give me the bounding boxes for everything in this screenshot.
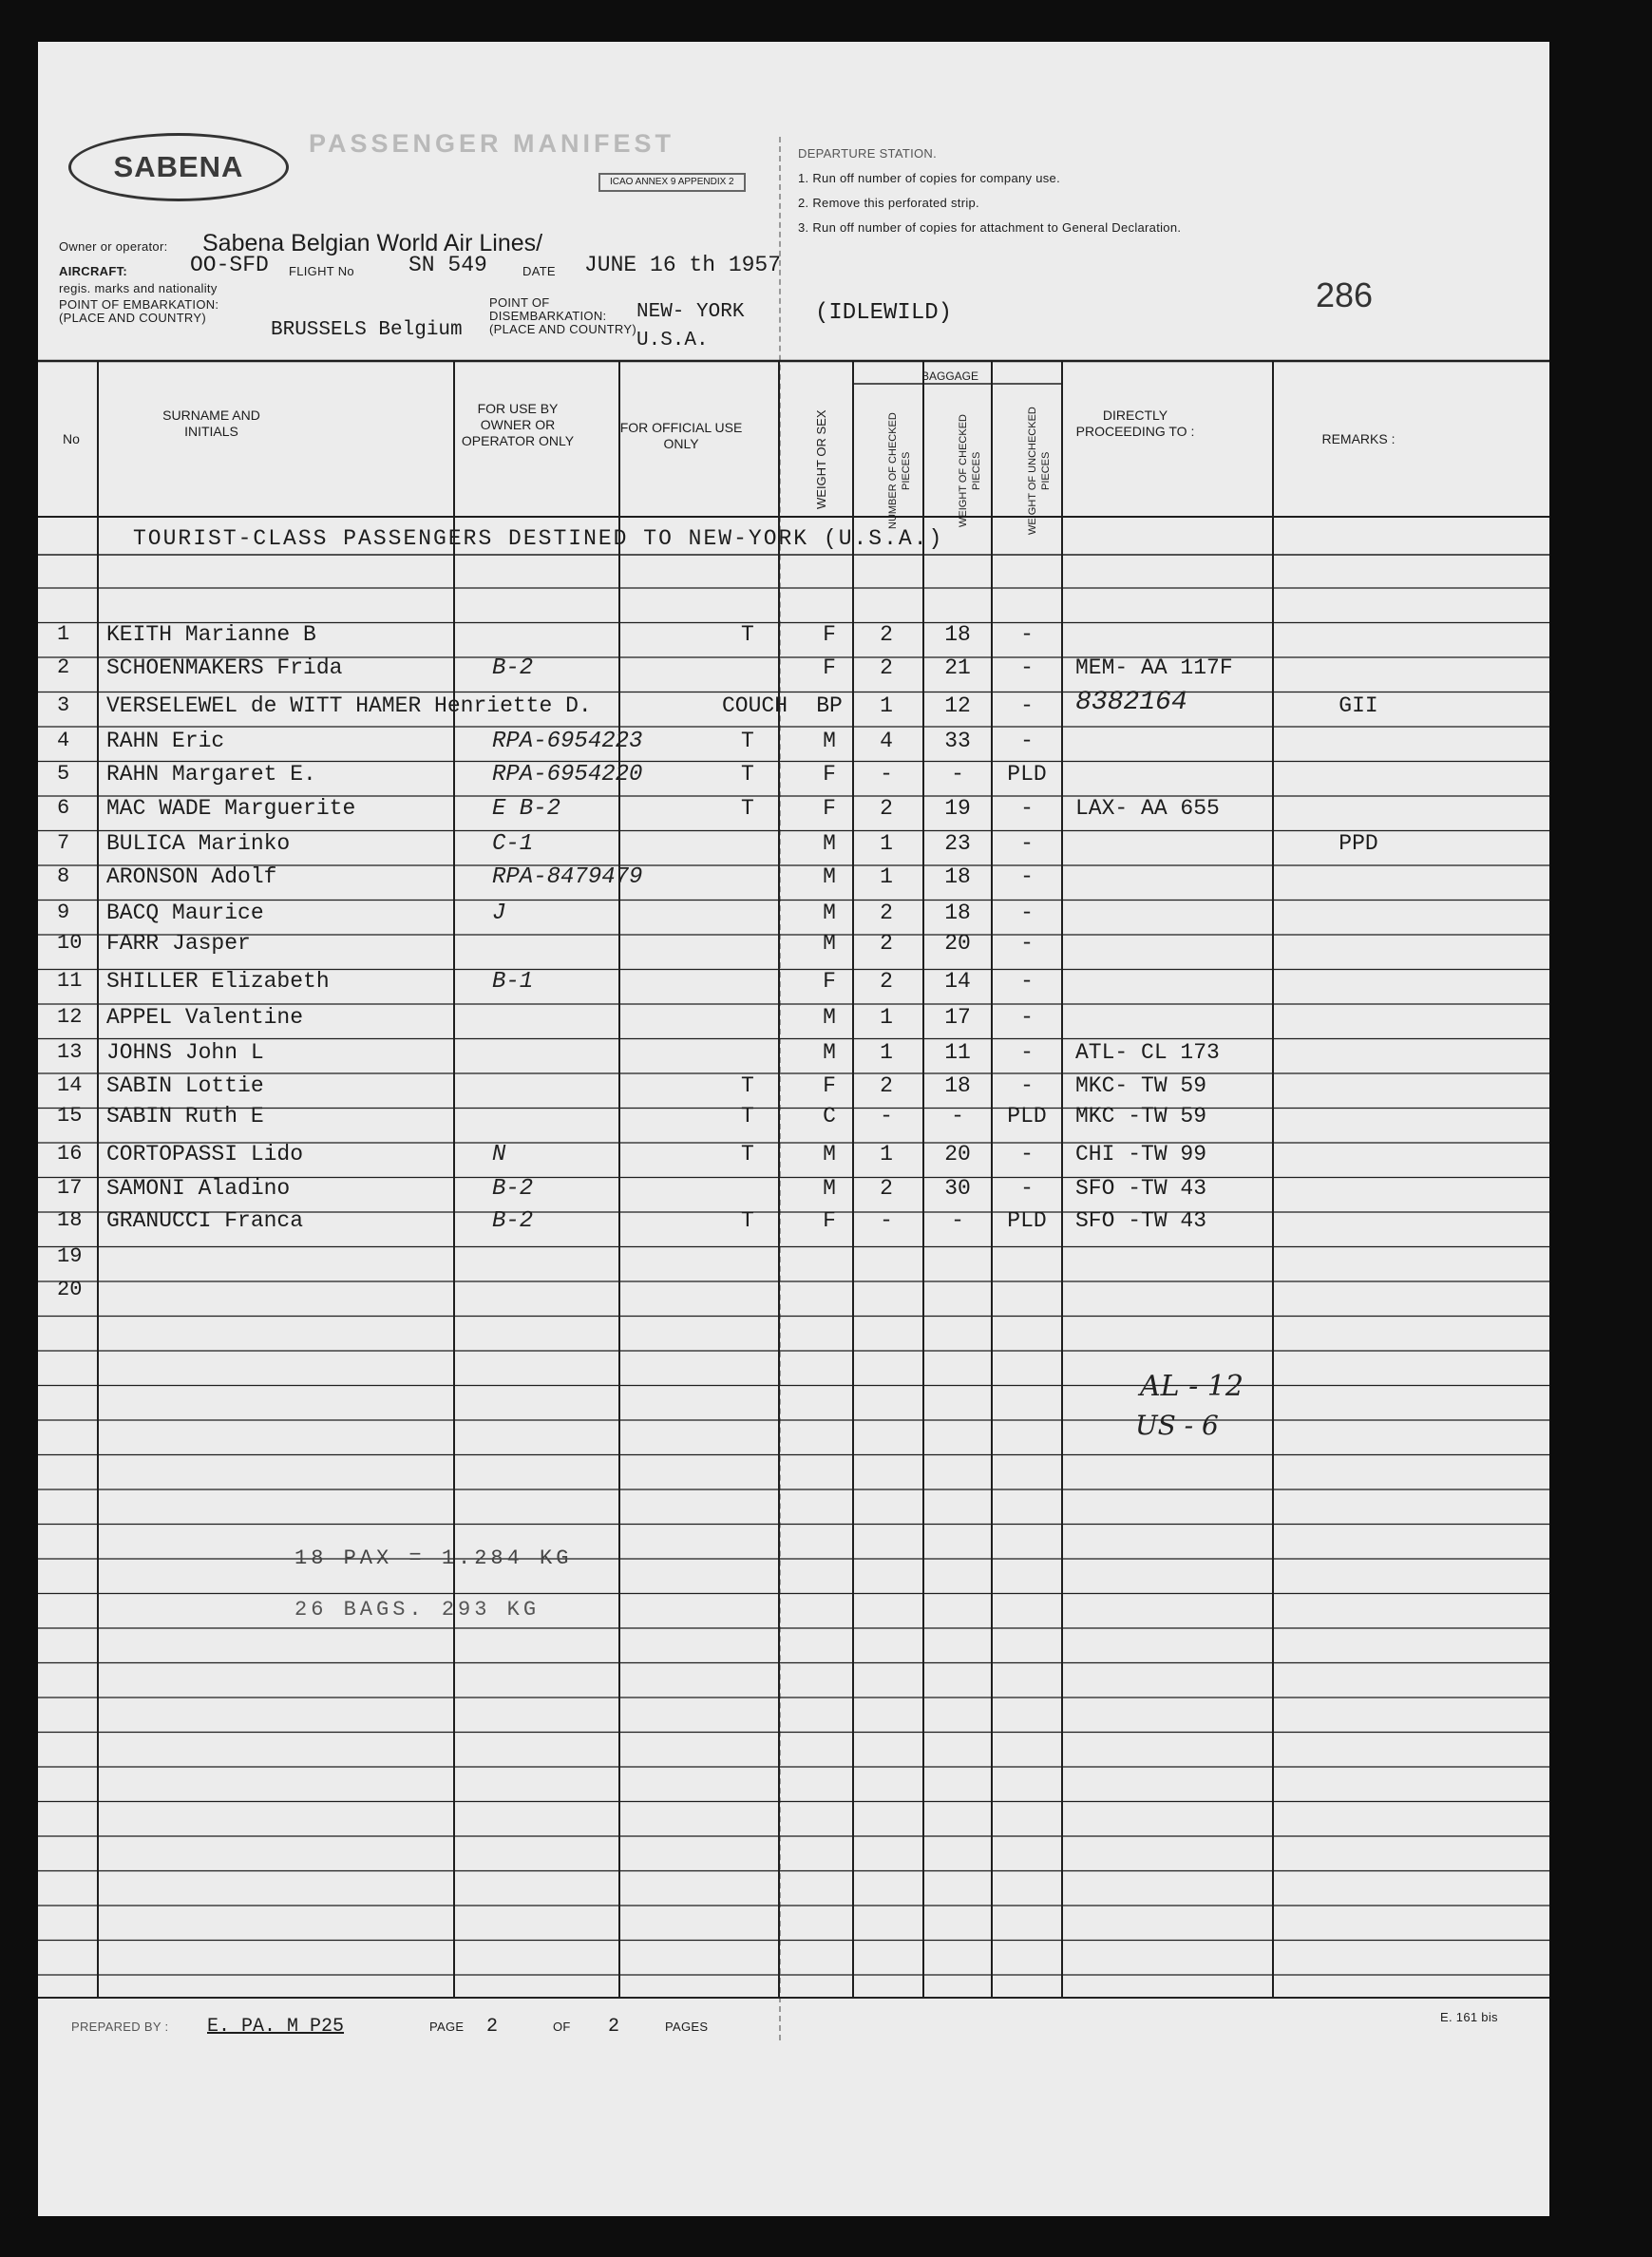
instruction-1: 1. Run off number of copies for company use. <box>798 171 1060 185</box>
cell-owner: E B-2 <box>492 796 561 822</box>
cell-name: SAMONI Aladino <box>106 1176 291 1201</box>
form-code: E. 161 bis <box>1440 2010 1498 2024</box>
cell-unchecked: - <box>1020 1142 1034 1166</box>
cell-sex: C <box>823 1104 836 1128</box>
cell-no: 5 <box>57 762 70 786</box>
owner-label: Owner or operator: <box>59 239 168 254</box>
aircraft-value: OO-SFD <box>190 253 269 277</box>
cell-weight: - <box>951 1208 964 1233</box>
cell-name: VERSELEWEL de WITT HAMER Henriette D. <box>106 693 592 718</box>
cell-remarks: PPD <box>1339 831 1378 856</box>
cell-pieces: 2 <box>880 1176 893 1201</box>
cell-dest: SFO -TW 43 <box>1075 1208 1207 1233</box>
flight-label: FLIGHT No <box>289 264 354 278</box>
cell-owner: C-1 <box>492 831 534 857</box>
cell-no: 8 <box>57 864 70 888</box>
cell-weight: 17 <box>944 1005 971 1030</box>
section-title: TOURIST-CLASS PASSENGERS DESTINED TO NEW-YORK (U.S.A.) <box>133 526 944 551</box>
cell-weight: 20 <box>944 931 971 956</box>
cell-sex: M <box>823 729 836 753</box>
cell-unchecked: - <box>1020 864 1034 889</box>
tally-us: US - 6 <box>1135 1410 1219 1441</box>
cell-pieces: 1 <box>880 1005 893 1030</box>
cell-unchecked: - <box>1020 729 1034 753</box>
cell-official: T <box>741 762 754 787</box>
cell-name: APPEL Valentine <box>106 1005 304 1030</box>
cell-name: CORTOPASSI Lido <box>106 1142 304 1166</box>
cell-name: SCHOENMAKERS Frida <box>106 655 343 680</box>
cell-weight: 12 <box>944 693 971 718</box>
cell-official: T <box>741 622 754 647</box>
sabena-logo: SABENA <box>68 133 289 201</box>
instruction-3: 3. Run off number of copies for attachment to General Declaration. <box>798 220 1182 235</box>
cell-dest: CHI -TW 99 <box>1075 1142 1207 1166</box>
cell-no: 17 <box>57 1176 83 1200</box>
cell-name: GRANUCCI Franca <box>106 1208 304 1233</box>
cell-weight: 18 <box>944 622 971 647</box>
cell-sex: M <box>823 901 836 925</box>
document-title: PASSENGER MANIFEST <box>309 129 675 158</box>
cell-name: SABIN Ruth E <box>106 1104 264 1128</box>
disembarkation-value: NEW- YORK U.S.A. <box>636 301 745 351</box>
cell-no: 2 <box>57 655 70 679</box>
cell-name: BACQ Maurice <box>106 901 264 925</box>
cell-owner: B-2 <box>492 1208 534 1234</box>
prepared-by-value: E. PA. M P25 <box>207 2016 345 2038</box>
col-header-unchecked-weight: WEIGHT OF UNCHECKED PIECES <box>1027 407 1052 536</box>
col-header-owner-use: FOR USE BY OWNER OR OPERATOR ONLY <box>461 401 575 448</box>
cell-unchecked: - <box>1020 901 1034 925</box>
cell-no: 7 <box>57 831 70 855</box>
cell-owner: RPA-8479479 <box>492 864 643 890</box>
cell-weight: - <box>951 1104 964 1128</box>
cell-name: JOHNS John L <box>106 1040 264 1065</box>
cell-unchecked: - <box>1020 693 1034 718</box>
cell-pieces: 2 <box>880 1073 893 1098</box>
col-header-baggage: BAGGAGE <box>921 370 979 383</box>
table-grid <box>38 42 1549 2216</box>
cell-weight: 18 <box>944 901 971 925</box>
cell-owner: B-2 <box>492 1176 534 1202</box>
cell-no: 11 <box>57 969 83 993</box>
footer-divider <box>38 1997 1549 1999</box>
cell-weight: 23 <box>944 831 971 856</box>
cell-pieces: 2 <box>880 969 893 994</box>
cell-sex: F <box>823 1073 836 1098</box>
cell-unchecked: PLD <box>1007 1208 1047 1233</box>
date-label: DATE <box>522 264 556 278</box>
cell-weight: 30 <box>944 1176 971 1201</box>
cell-dest: MKC -TW 59 <box>1075 1104 1207 1128</box>
cell-pieces: - <box>880 1104 893 1128</box>
cell-sex: M <box>823 931 836 956</box>
cell-no: 12 <box>57 1005 83 1029</box>
manifest-document <box>38 42 1549 2216</box>
cell-pieces: 2 <box>880 655 893 680</box>
cell-name: RAHN Eric <box>106 729 225 753</box>
col-header-remarks: REMARKS : <box>1321 431 1396 446</box>
cell-unchecked: - <box>1020 1176 1034 1201</box>
of-value: 2 <box>608 2016 620 2038</box>
cell-sex: M <box>823 1005 836 1030</box>
cell-unchecked: - <box>1020 622 1034 647</box>
cell-no: 4 <box>57 729 70 752</box>
col-header-proceeding: DIRECTLY PROCEEDING TO : <box>1075 408 1195 439</box>
cell-sex: F <box>823 655 836 680</box>
departure-station-label: DEPARTURE STATION. <box>798 146 938 161</box>
cell-dest: MKC- TW 59 <box>1075 1073 1207 1098</box>
cell-official: T <box>741 729 754 753</box>
cell-sex: F <box>823 1208 836 1233</box>
cell-pieces: 2 <box>880 901 893 925</box>
embarkation-label: POINT OF EMBARKATION: (PLACE AND COUNTRY) <box>59 297 219 325</box>
cell-unchecked: PLD <box>1007 762 1047 787</box>
col-header-weight-sex: WEIGHT OR SEX <box>814 409 828 510</box>
cell-sex: M <box>823 1176 836 1201</box>
cell-owner: B-1 <box>492 969 534 995</box>
disembarkation-label: POINT OF DISEMBARKATION: (PLACE AND COUNTRY) <box>489 295 636 336</box>
cell-no: 10 <box>57 931 83 955</box>
cell-sex: M <box>823 1142 836 1166</box>
cell-dest: MEM- AA 117F <box>1075 655 1233 680</box>
page-value: 2 <box>486 2016 499 2038</box>
owner-value: Sabena Belgian World Air Lines/ <box>202 230 543 256</box>
cell-sex: F <box>823 622 836 647</box>
instruction-2: 2. Remove this perforated strip. <box>798 196 979 210</box>
cell-pieces: 1 <box>880 1142 893 1166</box>
date-value: JUNE 16 th 1957 <box>584 253 782 277</box>
cell-pieces: - <box>880 762 893 787</box>
cell-no: 20 <box>57 1278 83 1301</box>
cell-name: RAHN Margaret E. <box>106 762 316 787</box>
cell-no: 9 <box>57 901 70 924</box>
cell-dest: LAX- AA 655 <box>1075 796 1220 821</box>
cell-name: MAC WADE Marguerite <box>106 796 356 821</box>
cell-no: 6 <box>57 796 70 820</box>
cell-weight: 21 <box>944 655 971 680</box>
cell-pieces: 1 <box>880 831 893 856</box>
cell-no: 15 <box>57 1104 83 1128</box>
cell-name: FARR Jasper <box>106 931 251 956</box>
cell-sex: F <box>823 969 836 994</box>
cell-official: T <box>741 1073 754 1098</box>
airport-value: (IDLEWILD) <box>815 300 953 326</box>
cell-name: SABIN Lottie <box>106 1073 264 1098</box>
cell-name: BULICA Marinko <box>106 831 291 856</box>
cell-unchecked: - <box>1020 655 1034 680</box>
prepared-by-label: PREPARED BY : <box>71 2020 169 2034</box>
cell-pieces: 2 <box>880 796 893 821</box>
cell-owner: J <box>492 901 506 926</box>
col-header-checked-weight: WEIGHT OF CHECKED PIECES <box>958 414 982 528</box>
cell-weight: 33 <box>944 729 971 753</box>
cell-unchecked: - <box>1020 931 1034 956</box>
cell-sex: M <box>823 864 836 889</box>
cell-unchecked: - <box>1020 1005 1034 1030</box>
cell-dest: SFO -TW 43 <box>1075 1176 1207 1201</box>
cell-sex: F <box>823 796 836 821</box>
page-label: PAGE <box>429 2020 465 2034</box>
total-bags: 26 BAGS. 293 KG <box>294 1598 541 1622</box>
cell-owner: B-2 <box>492 655 534 681</box>
cell-sex: BP <box>816 693 843 718</box>
cell-remarks: GII <box>1339 693 1378 718</box>
col-header-official-use: FOR OFFICIAL USE ONLY <box>619 420 743 451</box>
cell-weight: 18 <box>944 1073 971 1098</box>
col-header-surname: SURNAME AND INITIALS <box>162 408 260 439</box>
cell-weight: 18 <box>944 864 971 889</box>
cell-unchecked: - <box>1020 1040 1034 1065</box>
cell-official: T <box>741 1104 754 1128</box>
pages-label: PAGES <box>665 2020 709 2034</box>
cell-owner: N <box>492 1142 506 1167</box>
cell-dest: ATL- CL 173 <box>1075 1040 1220 1065</box>
cell-no: 18 <box>57 1208 83 1232</box>
icao-reference-box: ICAO ANNEX 9 APPENDIX 2 <box>598 173 746 192</box>
cell-pieces: 2 <box>880 931 893 956</box>
cell-weight: - <box>951 762 964 787</box>
cell-sex: F <box>823 762 836 787</box>
cell-no: 19 <box>57 1244 83 1268</box>
cell-pieces: 1 <box>880 864 893 889</box>
cell-pieces: - <box>880 1208 893 1233</box>
cell-official: T <box>741 796 754 821</box>
cell-unchecked: - <box>1020 1073 1034 1098</box>
cell-no: 1 <box>57 622 70 646</box>
aircraft-label: AIRCRAFT: <box>59 264 128 278</box>
of-label: OF <box>553 2020 571 2034</box>
cell-pieces: 2 <box>880 622 893 647</box>
cell-unchecked: - <box>1020 969 1034 994</box>
cell-no: 14 <box>57 1073 83 1097</box>
flight-value: SN 549 <box>408 253 487 277</box>
total-pax: 18 PAX = 1.284 KG <box>294 1546 573 1570</box>
cell-weight: 11 <box>944 1040 971 1065</box>
cell-official: T <box>741 1208 754 1233</box>
cell-sex: M <box>823 831 836 856</box>
cell-official: T <box>741 1142 754 1166</box>
cell-pieces: 1 <box>880 693 893 718</box>
cell-unchecked: PLD <box>1007 1104 1047 1128</box>
cell-unchecked: - <box>1020 831 1034 856</box>
cell-owner: RPA-6954223 <box>492 729 643 754</box>
cell-no: 16 <box>57 1142 83 1166</box>
tally-al: AL - 12 <box>1140 1370 1244 1403</box>
cell-weight: 19 <box>944 796 971 821</box>
col-header-checked-number: NUMBER OF CHECKED PIECES <box>887 412 912 530</box>
cell-owner: RPA-6954220 <box>492 762 643 787</box>
cell-no: 3 <box>57 693 70 717</box>
cell-name: ARONSON Adolf <box>106 864 277 889</box>
page-stamp-number: 286 <box>1316 275 1374 314</box>
cell-pieces: 4 <box>880 729 893 753</box>
cell-dest: 8382164 <box>1075 688 1187 717</box>
cell-name: SHILLER Elizabeth <box>106 969 330 994</box>
cell-official: COUCH <box>722 693 788 718</box>
cell-name: KEITH Marianne B <box>106 622 316 647</box>
cell-sex: M <box>823 1040 836 1065</box>
cell-no: 13 <box>57 1040 83 1064</box>
embarkation-value: BRUSSELS Belgium <box>271 319 463 341</box>
cell-pieces: 1 <box>880 1040 893 1065</box>
cell-weight: 14 <box>944 969 971 994</box>
cell-weight: 20 <box>944 1142 971 1166</box>
cell-unchecked: - <box>1020 796 1034 821</box>
regis-label: regis. marks and nationality <box>59 281 218 295</box>
col-header-no: No <box>63 431 80 446</box>
